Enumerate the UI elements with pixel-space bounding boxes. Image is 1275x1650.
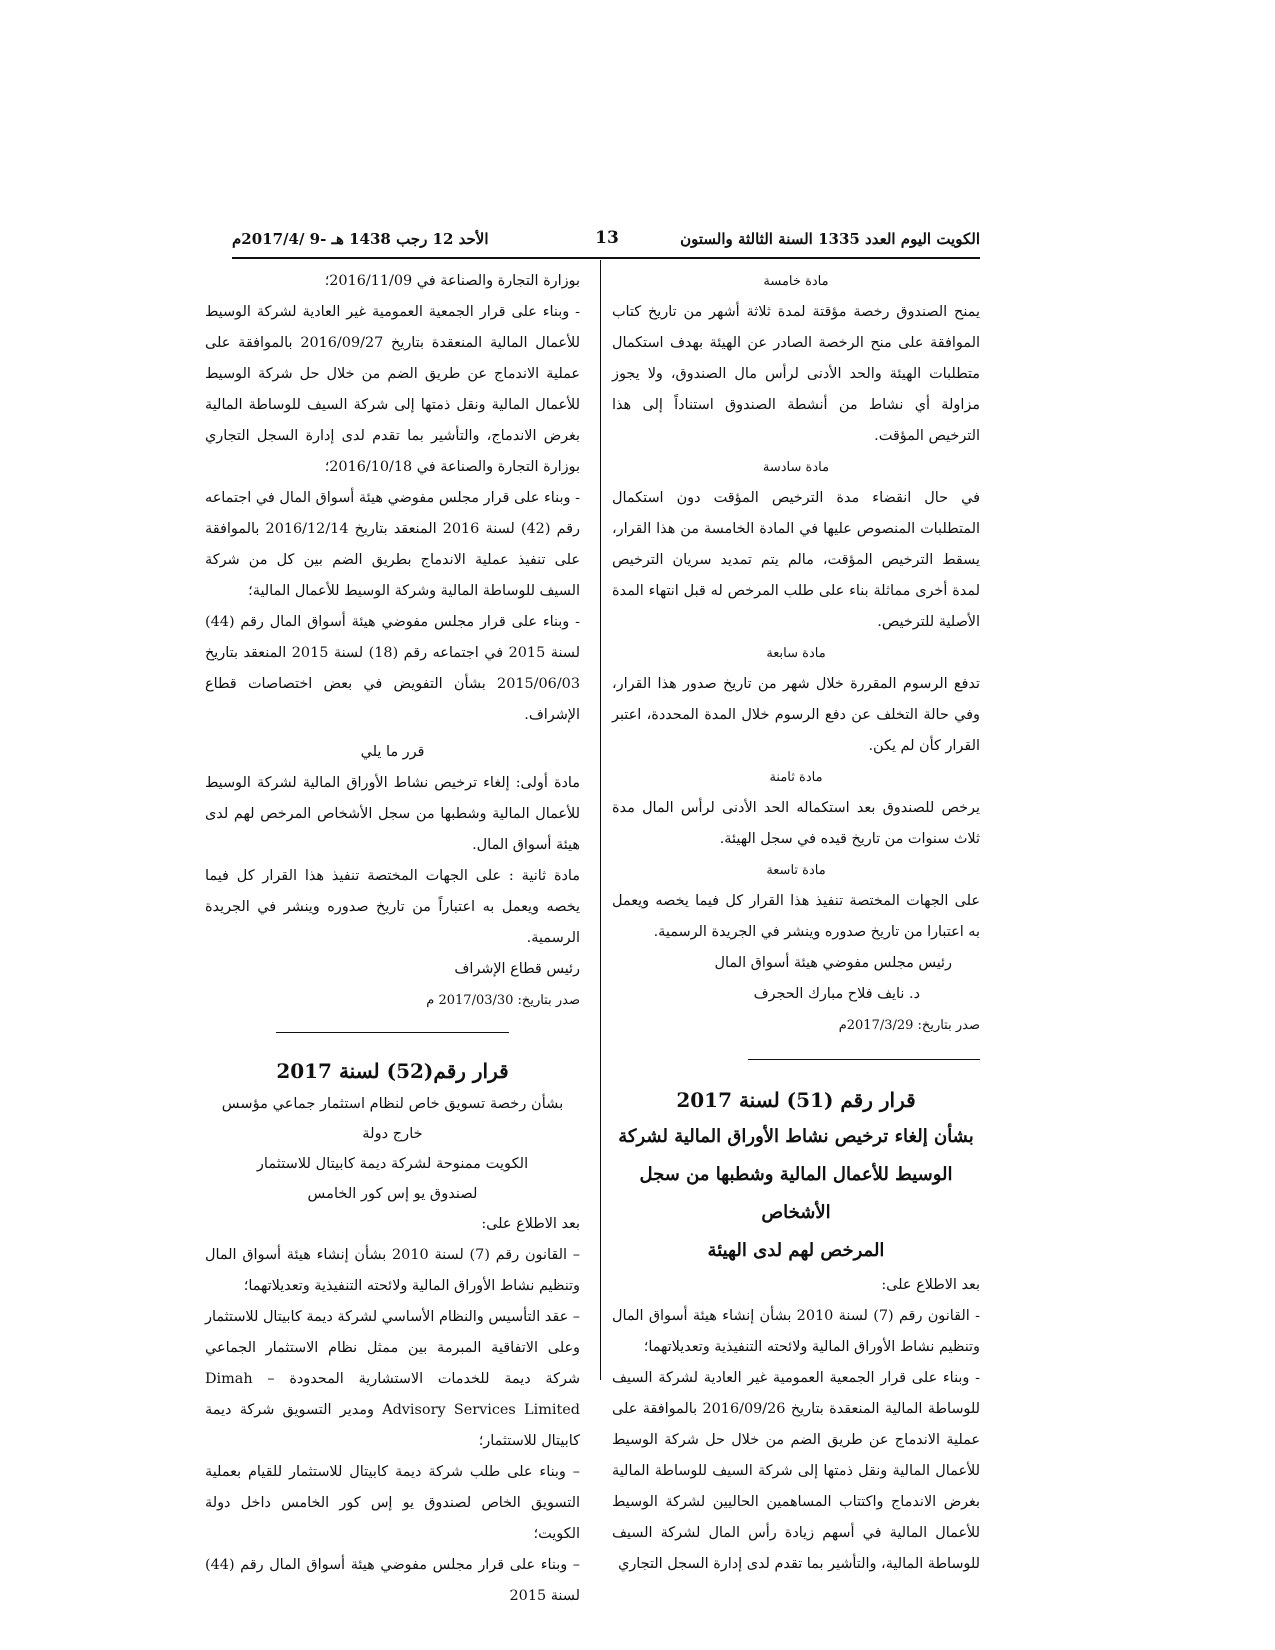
article-9-body: على الجهات المختصة تنفيذ هذا القرار كل فيما يخصه ويعمل به اعتبارا من تاريخ صدوره وينشر في الجريدة الرسمية.	[612, 893, 980, 940]
decision-52-subject-3: لصندوق يو إس كور الخامس	[307, 1185, 478, 1202]
preamble-item-a: - وبناء على قرار الجمعية العمومية غير العادية لشركة الوسيط للأعمال المالية المنعقدة بتاريخ 2016/09/27 بالموافقة على عملية الاندماج عن طريق الضم من خلال حل شركة الوسيط للأعمال المالية ونقل ذمتها إلى شركة السيف للوساطة المالية بغرض الاندماج، والتأشير بما تقدم لدى إدارة السجل التجاري بوزارة التجارة والصناعة في 2016/10/18؛	[205, 304, 580, 475]
section-divider	[748, 1059, 980, 1060]
article-7-body: تدفع الرسوم المقررة خلال شهر من تاريخ صدور هذا القرار، وفي حالة التخلف عن دفع الرسوم خلال المدة المحددة، اعتبر القرار كأن لم يكن.	[612, 676, 980, 754]
right-column	[612, 266, 980, 1580]
decision-52-subject-1: بشأن رخصة تسويق خاص لنظام استثمار جماعي مؤسس خارج دولة	[221, 1095, 564, 1142]
issue-date: الأحد 12 رجب 1438 هـ -9 /2017/4م	[232, 230, 489, 248]
page-header	[232, 224, 980, 254]
preamble-item-1: – القانون رقم (7) لسنة 2010 بشأن إنشاء هيئة أسواق المال وتنظيم نشاط الأوراق المالية ولائحته التنفيذية وتعديلاتهما؛	[205, 1247, 580, 1294]
preamble-item-c: - وبناء على قرار مجلس مفوضي هيئة أسواق المال رقم (44) لسنة 2015 في اجتماعه رقم (18) لسنة 2015 المنعقد بتاريخ 2015/06/03 بشأن التفويض في بعض اختصاصات قطاع الإشراف.	[205, 614, 581, 723]
gazette-issue: الكويت اليوم العدد 1335 السنة الثالثة والستون	[680, 230, 980, 248]
header-rule	[232, 257, 980, 259]
article-8-title: مادة ثامنة	[769, 770, 823, 785]
decision-51-title: قرار رقم (51) لسنة 2017	[676, 1088, 916, 1112]
article-2: مادة ثانية : على الجهات المختصة تنفيذ هذا القرار كل فيما يخصه ويعمل به اعتباراً من تاريخ صدوره وينشر في الجريدة الرسمية.	[205, 868, 580, 946]
signer-title: رئيس مجلس مفوضي هيئة أسواق المال	[714, 955, 952, 971]
article-9-title: مادة تاسعة	[766, 863, 826, 878]
preamble-item-2: – عقد التأسيس والنظام الأساسي لشركة ديمة كابيتال للاستثمار وعلى الاتفاقية المبرمة بين ممثل نظام الاستثمار الجماعي شركة ديمة للخدمات الاستشارية المحدودة – Dimah Advisory Services Limited ومدير التسويق شركة ديمة كابيتال للاستثمار؛	[205, 1309, 580, 1449]
preamble-item-3: – وبناء على طلب شركة ديمة كابيتال للاستثمار للقيام بعملية التسويق الخاص لصندوق يو إس كور الخامس داخل دولة الكويت؛	[205, 1464, 580, 1542]
article-5-body: يمنح الصندوق رخصة مؤقتة لمدة ثلاثة أشهر من تاريخ كتاب الموافقة على منح الرخصة الصادر عن الهيئة بهدف استكمال متطلبات الهيئة والحد الأدنى لرأس مال الصندوق، ولا يجوز مزاولة أي نشاط من أنشطة الصندوق استناداً إلى هذا الترخيص المؤقت.	[612, 304, 980, 444]
left-column	[205, 266, 580, 1612]
article-8-body: يرخص للصندوق بعد استكماله الحد الأدنى لرأس المال مدة ثلاث سنوات من تاريخ قيده في سجل الهيئة.	[612, 800, 980, 847]
preamble-item-2: - وبناء على قرار الجمعية العمومية غير العادية لشركة السيف للوساطة المالية المنعقدة بتاريخ 2016/09/26 بالموافقة على عملية الاندماج عن طريق الضم من خلال حل شركة الوسيط للأعمال المالية ونقل ذمتها إلى شركة السيف للوساطة المالية بغرض الاندماج واكتتاب المساهمين الحاليين لشركة الوسيط للأعمال المالية في أسهم زيادة رأس المال لشركة السيف للوساطة المالية، والتأشير بما تقدم لدى إدارة السجل التجاري	[612, 1370, 980, 1572]
page-number: 13	[595, 228, 619, 248]
section-divider	[276, 1032, 509, 1033]
article-6-body: في حال انقضاء مدة الترخيص المؤقت دون استكمال المتطلبات المنصوص عليها في المادة الخامسة من هذا القرار، يسقط الترخيص المؤقت، مالم يتم تمديد سريان الترخيص لمدة أخرى مماثلة بناء على طلب المرخص له قبل انتهاء المدة الأصلية للترخيص.	[612, 490, 980, 630]
decision-51-subject-3: المرخص لهم لدى الهيئة	[707, 1240, 885, 1261]
decision-52-subject-2: الكويت ممنوحة لشركة ديمة كابيتال للاستثمار	[256, 1155, 529, 1172]
article-7-title: مادة سابعة	[766, 646, 826, 661]
preamble-item-1: - القانون رقم (7) لسنة 2010 بشأن إنشاء هيئة أسواق المال وتنظيم نشاط الأوراق المالية ولائحته التنفيذية وتعديلاتهما؛	[612, 1308, 980, 1355]
after-review-label: بعد الاطلاع على:	[481, 1216, 580, 1232]
issue-date-52-prev: صدر بتاريخ: 2017/03/30 م	[426, 993, 580, 1008]
article-1: مادة أولى: إلغاء ترخيص نشاط الأوراق المالية لشركة الوسيط للأعمال المالية وشطبها من سجل الأشخاص المرخص لهم لدى هيئة أسواق المال.	[205, 775, 580, 853]
signer-title: رئيس قطاع الإشراف	[454, 961, 580, 977]
decided-label: قرر ما يلي	[360, 744, 425, 760]
decision-51-subject-1: بشأن إلغاء ترخيص نشاط الأوراق المالية لشركة	[618, 1126, 974, 1147]
decision-51-subject-2: الوسيط للأعمال المالية وشطبها من سجل الأشخاص	[639, 1164, 953, 1223]
signer-name: د. نايف فلاح مبارك الحجرف	[753, 986, 920, 1002]
preamble-item-4: – وبناء على قرار مجلس مفوضي هيئة أسواق المال رقم (44) لسنة 2015	[205, 1557, 580, 1604]
column-divider	[600, 260, 601, 1380]
article-6-title: مادة سادسة	[762, 460, 830, 475]
decision-52-title: قرار رقم(52) لسنة 2017	[276, 1059, 509, 1083]
after-review-label: بعد الاطلاع على:	[881, 1277, 980, 1293]
issue-date-51: صدر بتاريخ: 2017/3/29م	[838, 1018, 980, 1033]
preamble-item-b: - وبناء على قرار مجلس مفوضي هيئة أسواق المال في اجتماعه رقم (42) لسنة 2016 المنعقد بتاريخ 2016/12/14 بالموافقة على تنفيذ عملية الاندماج بطريق الضم بين كل من شركة السيف للوساطة المالية وشركة الوسيط للأعمال المالية؛	[205, 490, 580, 599]
continued-text: بوزارة التجارة والصناعة في 2016/11/09؛	[324, 273, 580, 289]
article-5-title: مادة خامسة	[763, 274, 829, 289]
